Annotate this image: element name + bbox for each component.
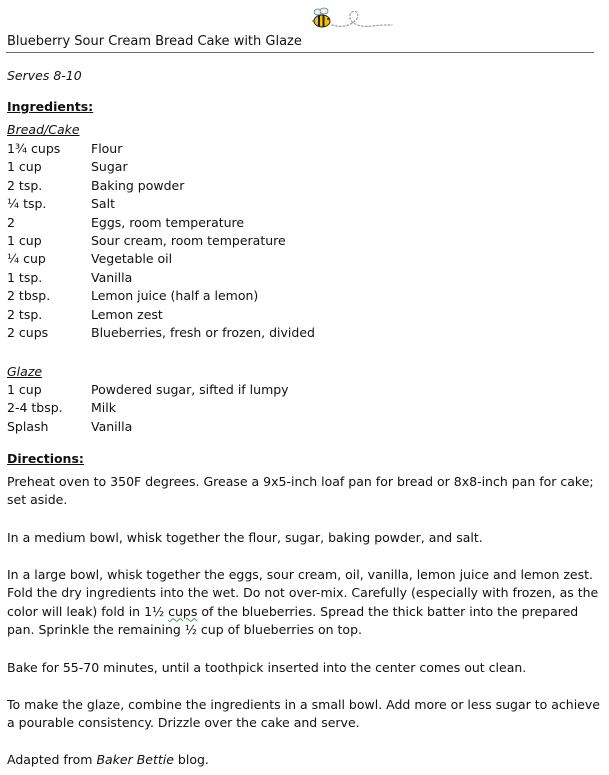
ingredient-name: Vegetable oil	[91, 251, 173, 267]
section-heading-glaze: Glaze	[7, 364, 43, 379]
direction-step: Bake for 55-70 minutes, until a toothpick inserted into the center comes out clean.	[7, 660, 527, 675]
ingredient-name: Blueberries, fresh or frozen, divided	[91, 324, 315, 340]
ingredient-quantity: 1¾ cups	[7, 141, 61, 156]
ingredient-quantity: 2 tbsp.	[7, 288, 51, 304]
ingredient-quantity: 2-4 tbsp.	[7, 400, 63, 416]
ingredient-name: Vanilla	[91, 418, 133, 434]
ingredient-name: Flour	[91, 141, 123, 156]
direction-step: To make the glaze, combine the ingredients in a small bowl. Add more or less sugar to achieve a pourable consistency. Drizzle over the cake and serve.	[7, 697, 600, 731]
ingredient-name: Baking powder	[91, 177, 185, 193]
direction-text: of the blueberries. Spread the thick batter into the prepared pan. Sprinkle the remaining ½ cup of blueberries on top.	[7, 603, 579, 637]
direction-step	[7, 566, 601, 639]
spellcheck-flagged-word[interactable]: cups	[168, 603, 198, 619]
ingredient-quantity: 2 tsp.	[7, 306, 43, 322]
ingredient-name: Lemon juice (half a lemon)	[91, 288, 259, 304]
credit-suffix: blog.	[173, 752, 209, 767]
credit-prefix: Adapted from	[7, 752, 97, 767]
ingredient-name: Sour cream, room temperature	[91, 232, 286, 248]
ingredient-quantity: ¼ cup	[7, 251, 46, 267]
servings-text: Serves 8-10	[7, 68, 82, 83]
ingredient-name: Powdered sugar, sifted if lumpy	[91, 382, 289, 397]
credit-source: Baker Bettie	[96, 752, 174, 767]
ingredient-quantity: Splash	[7, 418, 49, 434]
ingredient-name: Sugar	[91, 159, 128, 175]
bee-icon	[312, 6, 394, 32]
ingredient-name: Eggs, room temperature	[91, 214, 245, 230]
ingredient-quantity: 1 tsp.	[7, 269, 43, 285]
credit-line	[7, 751, 601, 769]
ingredient-name: Lemon zest	[91, 306, 163, 322]
ingredient-quantity: 1 cup	[7, 382, 42, 397]
ingredient-name: Vanilla	[91, 269, 133, 285]
ingredients-heading: Ingredients:	[7, 99, 94, 114]
recipe-title: Blueberry Sour Cream Bread Cake with Glaze	[7, 34, 302, 49]
ingredient-quantity: 1 cup	[7, 159, 42, 175]
ingredient-quantity: 2 cups	[7, 324, 49, 340]
ingredient-quantity: 2	[7, 214, 15, 230]
directions-heading: Directions:	[7, 451, 84, 466]
direction-step: In a medium bowl, whisk together the flour, sugar, baking powder, and salt.	[7, 530, 483, 545]
direction-text: In a large bowl, whisk together the eggs, sour cream, oil, vanilla, lemon juice and lemon zest. Fold the dry ingredients into the wet. Do not over-mix. Carefully (especially with frozen, as the color will leak) fold in 1½	[7, 567, 599, 619]
ingredient-quantity: ¼ tsp.	[7, 196, 47, 212]
ingredient-quantity: 2 tsp.	[7, 177, 43, 193]
title-divider	[6, 52, 594, 53]
direction-step: Preheat oven to 350F degrees. Grease a 9x5-inch loaf pan for bread or 8x8-inch pan for cake; set aside.	[7, 474, 594, 508]
ingredient-name: Salt	[91, 196, 115, 212]
ingredient-quantity: 1 cup	[7, 232, 42, 248]
section-heading-bread-cake: Bread/Cake	[7, 122, 80, 137]
ingredient-name: Milk	[91, 400, 116, 416]
